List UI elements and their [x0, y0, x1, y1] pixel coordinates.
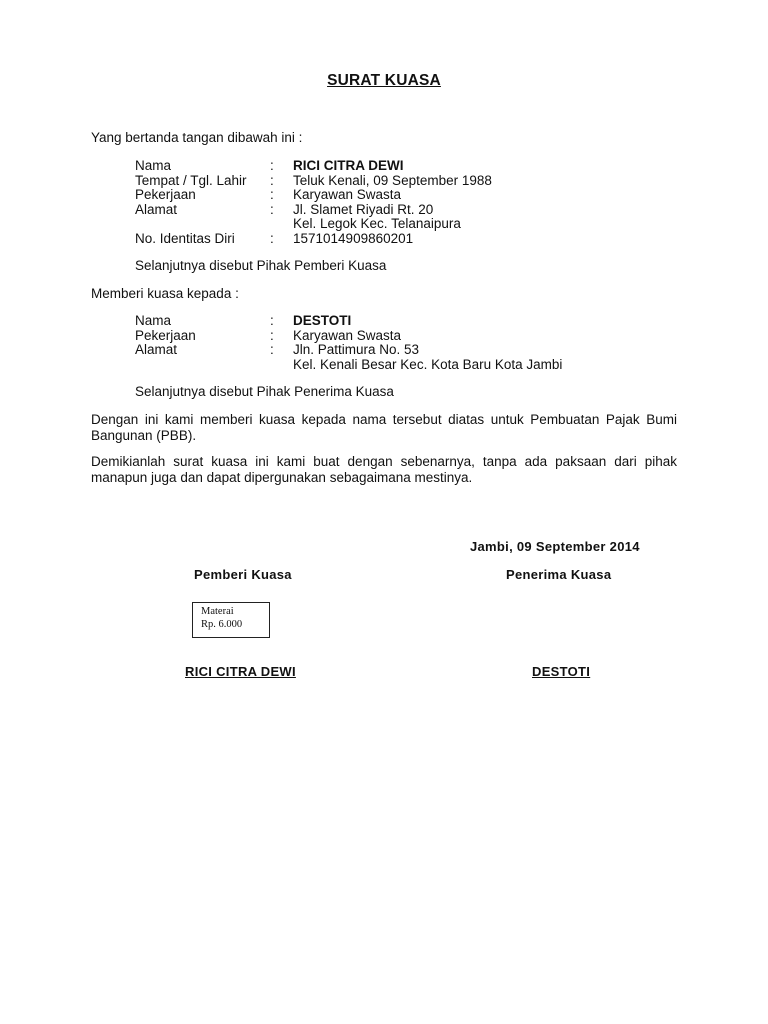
intro-text: Yang bertanda tangan dibawah ini : [91, 130, 303, 145]
field-value: Teluk Kenali, 09 September 1988 [293, 172, 492, 188]
field-colon: : [270, 313, 274, 328]
field-label: No. Identitas Diri [135, 230, 235, 246]
field-colon: : [270, 230, 274, 246]
field-value: DESTOTI [293, 313, 352, 328]
field-colon: : [270, 342, 274, 357]
field-value: Karyawan Swasta [293, 187, 402, 202]
field-value: Jl. Slamet Riyadi Rt. 20 [293, 201, 434, 217]
closing-paragraph: Demikianlah surat kuasa ini kami buat dengan sebenarnya, tanpa ada paksaan dari pihak manapun juga dan dapat dipergunakan sebagaimana mestinya. [91, 454, 677, 485]
grant-intro: Memberi kuasa kepada : [91, 286, 239, 301]
place-date: Jambi, 09 September 2014 [470, 539, 640, 554]
field-colon: : [270, 187, 274, 202]
stamp-amount: Rp. 6.000 [201, 619, 243, 630]
purpose-paragraph: Dengan ini kami memberi kuasa kepada nama tersebut diatas untuk Pembuatan Pajak Bumi Bangunan (PBB). [91, 412, 677, 443]
receiver-role-label: Penerima Kuasa [506, 567, 612, 582]
stamp-label: Materai [201, 606, 234, 617]
field-value: Kel. Legok Kec. Telanaipura [293, 216, 461, 231]
field-colon: : [270, 172, 274, 188]
field-value: Kel. Kenali Besar Kec. Kota Baru Kota Jambi [293, 356, 563, 372]
field-label: Nama [135, 313, 172, 328]
field-label: Tempat / Tgl. Lahir [135, 172, 247, 188]
field-colon: : [270, 201, 274, 217]
giver-note: Selanjutnya disebut Pihak Pemberi Kuasa [135, 258, 387, 273]
receiver-signature-name: DESTOTI [532, 664, 591, 679]
revenue-stamp-box [192, 602, 270, 638]
field-value: Jln. Pattimura No. 53 [293, 342, 420, 357]
field-label: Alamat [135, 342, 178, 357]
field-value: RICI CITRA DEWI [293, 158, 404, 173]
field-colon: : [270, 327, 274, 343]
field-colon: : [270, 158, 274, 173]
field-value: Karyawan Swasta [293, 327, 402, 343]
field-label: Alamat [135, 201, 178, 217]
field-value: 1571014909860201 [293, 230, 414, 246]
giver-signature-name: RICI CITRA DEWI [185, 664, 296, 679]
field-label: Pekerjaan [135, 187, 196, 202]
giver-role-label: Pemberi Kuasa [194, 567, 292, 582]
field-label: Pekerjaan [135, 327, 196, 343]
receiver-note: Selanjutnya disebut Pihak Penerima Kuasa [135, 384, 394, 399]
document-title: SURAT KUASA [327, 72, 441, 89]
field-label: Nama [135, 158, 172, 173]
